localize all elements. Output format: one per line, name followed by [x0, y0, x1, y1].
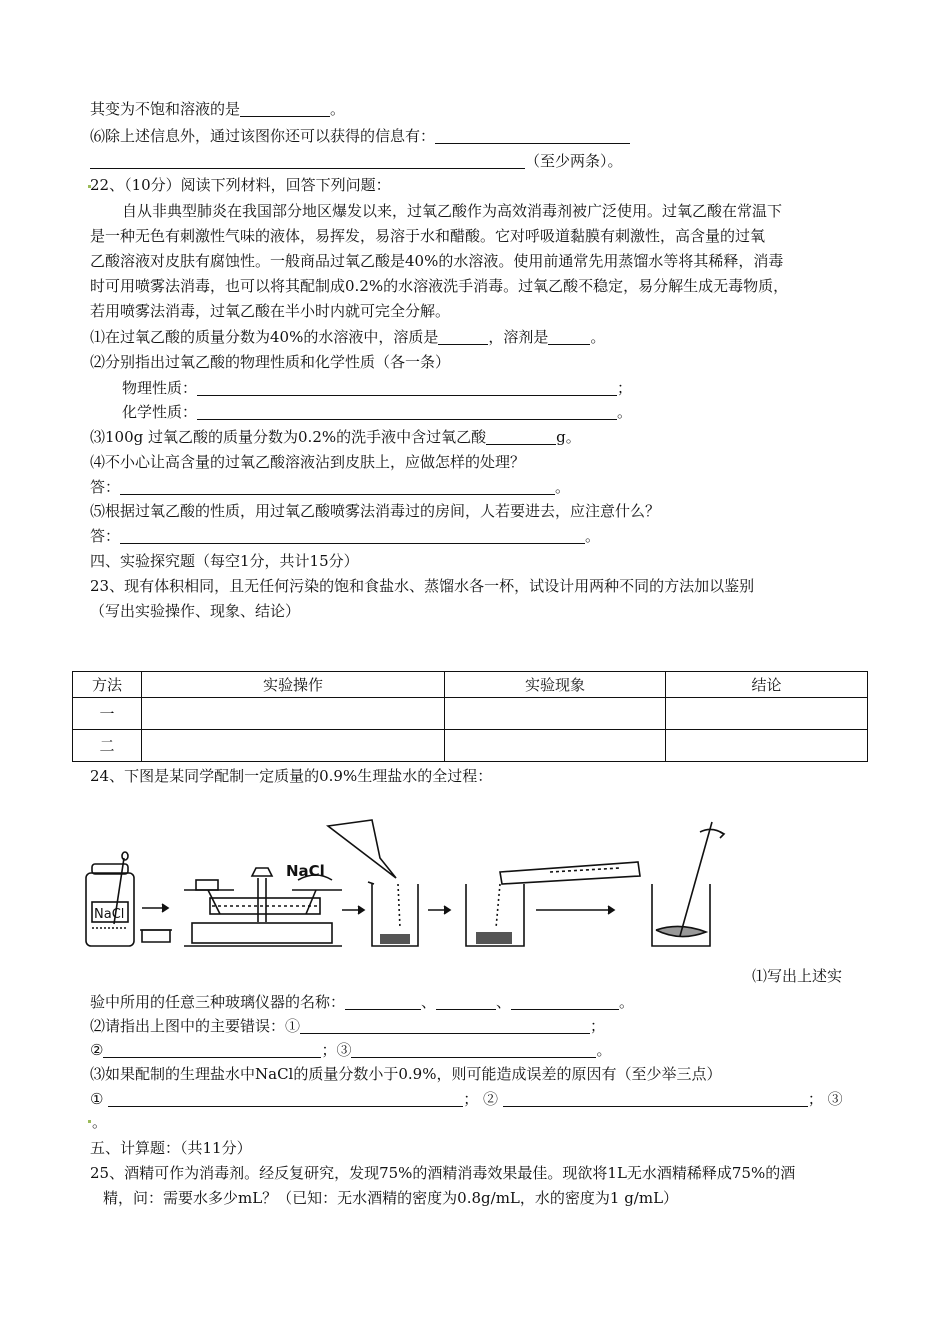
- table-cell[interactable]: [445, 730, 666, 762]
- table-cell[interactable]: [142, 730, 445, 762]
- table-cell: 一: [73, 698, 142, 730]
- line-1: 其变为不饱和溶液的是 。: [90, 100, 346, 118]
- blank[interactable]: [108, 1091, 463, 1107]
- blank[interactable]: [548, 329, 590, 345]
- question-22-3: ⑶100g 过氧乙酸的质量分数为0.2%的洗手液中含过氧乙酸 g。: [90, 428, 581, 446]
- chemical-property: 化学性质： 。: [122, 403, 633, 421]
- question-23-note: （写出实验操作、现象、结论）: [90, 602, 301, 620]
- weighing-dish-icon: [140, 930, 172, 942]
- question-22-2: ⑵分别指出过氧乙酸的物理性质和化学性质（各一条）: [90, 353, 451, 371]
- question-24-1b: 验中所用的任意三种玻璃仪器的名称： 、 、 。: [90, 993, 635, 1011]
- blank[interactable]: [103, 1042, 321, 1058]
- nacl-label: NaCl: [286, 862, 325, 880]
- table-header: 方法: [73, 672, 142, 698]
- line-end: 。: [92, 1113, 108, 1131]
- question-24-2: ⑵请指出上图中的主要错误：① ；: [90, 1017, 606, 1035]
- question-22-1: ⑴在过氧乙酸的质量分数为40%的水溶液中，溶质是 ，溶剂是 。: [90, 328, 606, 346]
- blank[interactable]: [197, 404, 617, 420]
- arrow-icon: [342, 906, 364, 914]
- answer-5: 答： 。: [90, 527, 601, 545]
- question-25-cont: 精，问：需要水多少mL？（已知：无水酒精的密度为0.8g/mL，水的密度为1 g/mL）: [103, 1189, 679, 1207]
- paragraph-line: 自从非典型肺炎在我国部分地区爆发以来，过氧乙酸作为高效消毒剂被广泛使用。过氧乙酸在常温下: [122, 202, 783, 220]
- table-cell: 二: [73, 730, 142, 762]
- paragraph-line: 时可用喷雾法消毒，也可以将其配制成0.2%的水溶液洗手消毒。过氧乙酸不稳定，易分解生成无毒物质，: [90, 277, 789, 295]
- marker: [88, 1120, 91, 1123]
- blank[interactable]: [436, 994, 496, 1010]
- blank[interactable]: [300, 1018, 590, 1034]
- table-header: 结论: [666, 672, 868, 698]
- table-header: 实验操作: [142, 672, 445, 698]
- table-cell[interactable]: [445, 698, 666, 730]
- physical-property: 物理性质： ；: [122, 379, 633, 397]
- table-cell[interactable]: [666, 730, 868, 762]
- blank[interactable]: [511, 994, 619, 1010]
- blank[interactable]: [438, 329, 488, 345]
- section-5-title: 五、计算题：（共11分）: [90, 1139, 252, 1157]
- jar-label: NaCl: [94, 907, 125, 922]
- question-24-3-answers: ① ； ② ； ③: [90, 1090, 843, 1108]
- beaker-icon: [328, 820, 418, 946]
- question-23: 23、现有体积相同，且无任何污染的饱和食盐水、蒸馏水各一杯，试设计用两种不同的方法加以鉴别: [90, 577, 755, 595]
- blank[interactable]: [486, 429, 556, 445]
- line-2: ⑹除上述信息外，通过该图你还可以获得的信息有：: [90, 126, 630, 146]
- blank[interactable]: [435, 128, 630, 144]
- stirring-beaker-icon: [652, 822, 724, 946]
- question-22-title: 22、（10分）阅读下列材料，回答下列问题：: [90, 176, 391, 194]
- blank[interactable]: [90, 153, 525, 169]
- question-24-1a: ⑴写出上述实: [752, 967, 843, 985]
- question-24-2-cont: ② ；③ 。: [90, 1041, 612, 1059]
- answer-4: 答： 。: [90, 478, 571, 496]
- table-row: [73, 698, 868, 730]
- question-22-5: ⑸根据过氧乙酸的性质，用过氧乙酸喷雾法消毒过的房间，人若要进去，应注意什么？: [90, 502, 661, 520]
- question-24-3: ⑶如果配制的生理盐水中NaCl的质量分数小于0.9%，则可能造成误差的原因有（至少举三点）: [90, 1065, 722, 1083]
- paragraph-line: 是一种无色有刺激性气味的液体，易挥发，易溶于水和醋酸。它对呼吸道黏膜有刺激性，高含量的过氧: [90, 227, 766, 245]
- experiment-table: [72, 671, 868, 762]
- experiment-figure: [80, 818, 760, 953]
- blank[interactable]: [120, 528, 585, 544]
- arrow-icon: [142, 904, 168, 912]
- blank[interactable]: [197, 380, 617, 396]
- blank[interactable]: [503, 1091, 808, 1107]
- arrow-icon: [536, 906, 614, 914]
- table-header: 实验现象: [445, 672, 666, 698]
- line-3: （至少两条）。: [90, 151, 623, 171]
- table-cell[interactable]: [666, 698, 868, 730]
- blank[interactable]: [120, 479, 555, 495]
- table-row: [73, 730, 868, 762]
- paragraph-line: 乙酸溶液对皮肤有腐蚀性。一般商品过氧乙酸是40%的水溶液。使用前通常先用蒸馏水等将其稀释，消毒: [90, 252, 784, 270]
- question-25: 25、酒精可作为消毒剂。经反复研究，发现75%的酒精消毒效果最佳。现欲将1L无水酒精稀释成75%的酒: [90, 1164, 796, 1182]
- measuring-cylinder-icon: [466, 862, 640, 946]
- table-cell[interactable]: [142, 698, 445, 730]
- blank[interactable]: [345, 994, 421, 1010]
- blank[interactable]: [351, 1042, 596, 1058]
- blank[interactable]: [240, 101, 330, 117]
- paragraph-line: 若用喷雾法消毒，过氧乙酸在半小时内就可完全分解。: [90, 302, 451, 320]
- section-4-title: 四、实验探究题（每空1分，共计15分）: [90, 552, 359, 570]
- question-24: 24、下图是某同学配制一定质量的0.9%生理盐水的全过程：: [90, 767, 493, 785]
- arrow-icon: [428, 906, 450, 914]
- reagent-jar-icon: [86, 852, 134, 946]
- question-22-4: ⑷不小心让高含量的过氧乙酸溶液沾到皮肤上，应做怎样的处理？: [90, 453, 526, 471]
